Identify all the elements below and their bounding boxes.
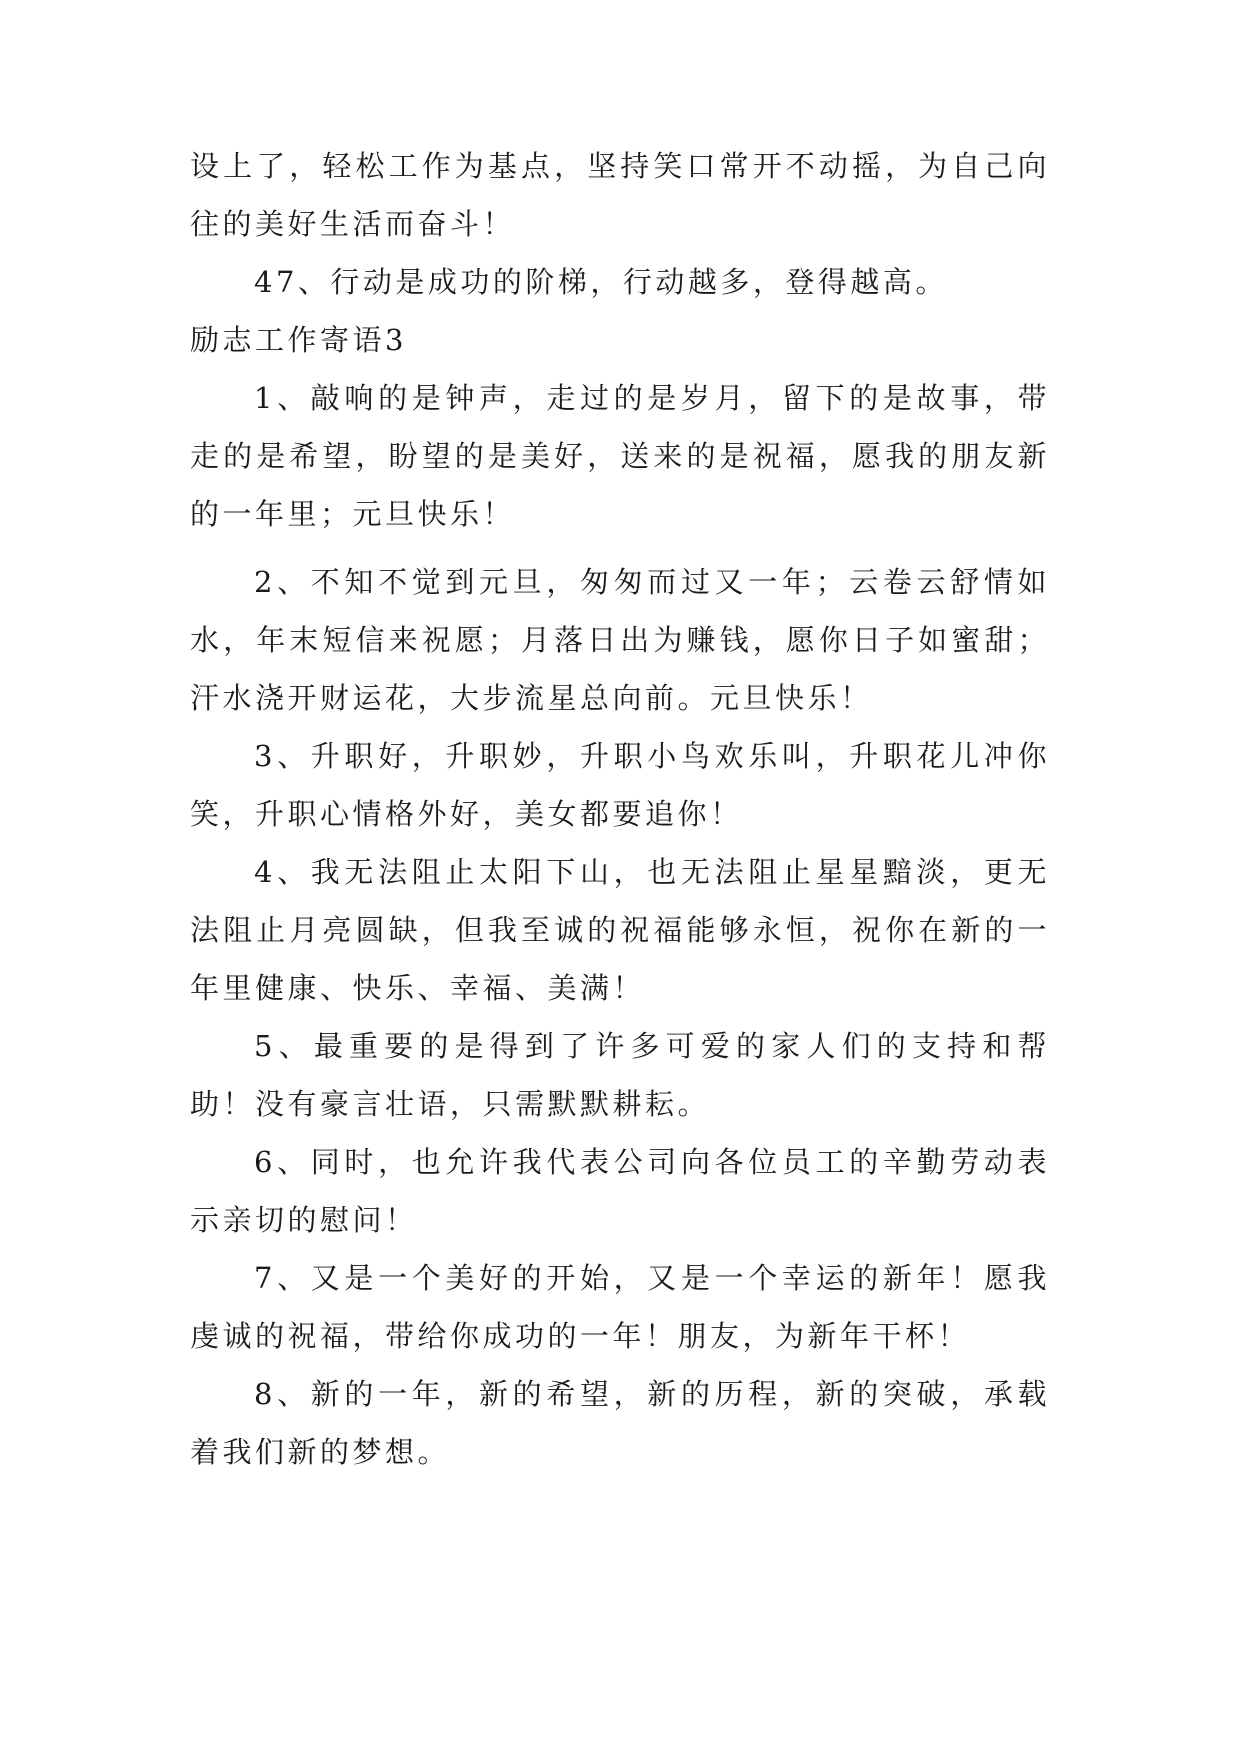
paragraph-6: 6、同时，也允许我代表公司向各位员工的辛勤劳动表示亲切的慰问！ xyxy=(190,1145,1050,1237)
paragraph-4: 4、我无法阻止太阳下山，也无法阻止星星黯淡，更无法阻止月亮圆缺，但我至诚的祝福能够永恒，祝你在新的一年里健康、快乐、幸福、美满！ xyxy=(190,855,1050,1005)
paragraph-2: 2、不知不觉到元旦，匆匆而过又一年；云卷云舒情如水，年末短信来祝愿；月落日出为赚钱，愿你日子如蜜甜；汗水浇开财运花，大步流星总向前。元旦快乐！ xyxy=(190,565,1050,715)
paragraph-7: 7、又是一个美好的开始，又是一个幸运的新年！愿我虔诚的祝福，带给你成功的一年！朋友，为新年干杯！ xyxy=(190,1261,1050,1353)
paragraph-5: 5、最重要的是得到了许多可爱的家人们的支持和帮助！没有豪言壮语，只需默默耕耘。 xyxy=(190,1029,1050,1121)
paragraph-8: 8、新的一年，新的希望，新的历程，新的突破，承载着我们新的梦想。 xyxy=(190,1377,1050,1469)
paragraph-1: 1、敲响的是钟声，走过的是岁月，留下的是故事，带走的是希望，盼望的是美好，送来的是祝福，愿我的朋友新的一年里；元旦快乐！ xyxy=(190,381,1050,531)
section-heading: 励志工作寄语3 xyxy=(190,323,407,357)
paragraph-3: 3、升职好，升职妙，升职小鸟欢乐叫，升职花儿冲你笑，升职心情格外好，美女都要追你！ xyxy=(190,739,1050,831)
paragraph-47: 47、行动是成功的阶梯，行动越多，登得越高。 xyxy=(254,265,948,299)
paragraph-continuation: 设上了，轻松工作为基点，坚持笑口常开不动摇，为自己向往的美好生活而奋斗！ xyxy=(190,149,1050,241)
